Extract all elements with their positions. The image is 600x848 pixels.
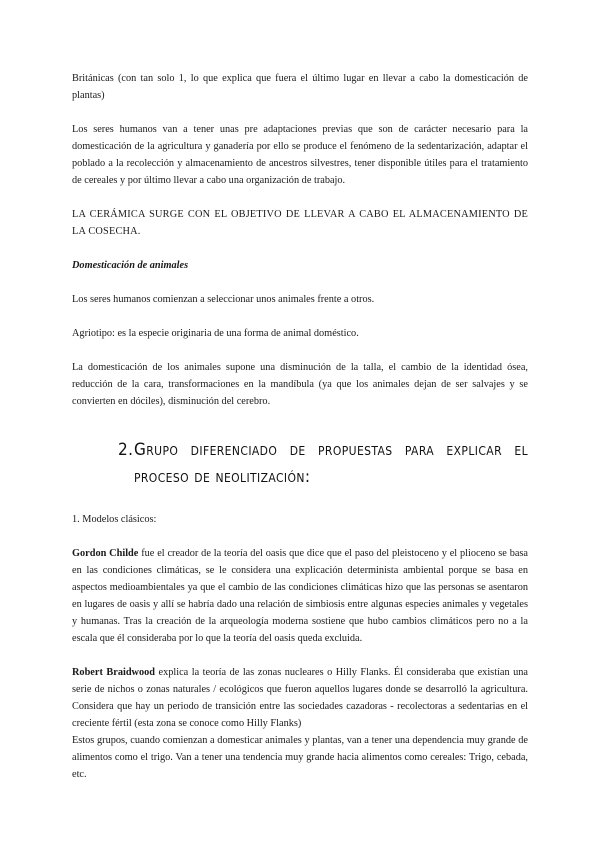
subheading-domesticacion-animales: Domesticación de animales [72, 260, 189, 271]
section-number: 2. [118, 440, 134, 460]
list-label-modelos: 1. Modelos clásicos: [72, 514, 157, 525]
braidwood-text: explica la teoría de las zonas nucleares o Hilly Flanks. Él consideraba que existían una serie de nichos o zonas naturales / ecológicos que fueron aquellos lugares donde se desarrolló la agricultura. Considera que hay un periodo de transición entre las sociedades cazadoras - recolectoras a sedentarias en el creciente fértil (esta zona se conoce como Hilly Flanks) [72, 667, 528, 729]
paragraph-braidwood-continuation: Estos grupos, cuando comienzan a domesticar animales y plantas, van a tener una dependencia muy grande de alimentos como el trigo. Van a tener una tendencia muy grande hacia alimentos como cereales: Trigo, cebada, etc. [72, 735, 528, 780]
section-heading [72, 437, 528, 491]
paragraph-domesticacion-efectos: La domesticación de los animales supone una disminución de la talla, el cambio de la identidad ósea, reducción de la cara, transformaciones en la mandíbula (ya que los animales dejan de ser salvajes y se convierten en dóciles), disminución del cerebro. [72, 362, 528, 407]
author-name-braidwood: Robert Braidwood [72, 667, 156, 678]
section-title: Grupo diferenciado de propuestas para explicar el proceso de neolitización: [134, 440, 528, 487]
paragraph-agriotipo: Agriotipo: es la especie originaria de una forma de animal doméstico. [72, 328, 359, 339]
paragraph-childe [72, 545, 528, 647]
childe-text: fue el creador de la teoría del oasis que dice que el paso del pleistoceno y el plioceno se basa en las condiciones climáticas, se le considera una explicación determinista ambiental porque se basa en aspectos medioambientales ya que el cambio de las condiciones climáticas hizo que las personas se asentaron en lugares de oasis y allí se habría dado una relación de simbiosis entre algunas especies animales y vegetales y humanas. Tras la creación de la arqueología moderna sostiene que hubo cambios climáticos pero no a la escala que él consideraba por lo que la teoría del oasis queda excluida. [72, 548, 528, 644]
paragraph-braidwood [72, 664, 528, 732]
paragraph-preadaptaciones: Los seres humanos van a tener unas pre adaptaciones previas que son de carácter necesario para la domesticación de la agricultura y ganadería por ello se produce el fenómeno de la sedentarización, adaptar el poblado a la recolección y almacenamiento de ancestros silvestres, tener disponible útiles para el tratamiento de cereales y por último llevar a cabo una organización de trabajo. [72, 124, 528, 186]
paragraph-seleccion-animales: Los seres humanos comienzan a seleccionar unos animales frente a otros. [72, 294, 375, 305]
document-page [72, 70, 528, 783]
paragraph-britanicas: Británicas (con tan solo 1, lo que explica que fuera el último lugar en llevar a cabo la domesticación de plantas) [72, 73, 528, 101]
author-name-childe: Gordon Childe [72, 548, 139, 559]
paragraph-ceramica: LA CERÁMICA SURGE CON EL OBJETIVO DE LLEVAR A CABO EL ALMACENAMIENTO DE LA COSECHA. [72, 209, 528, 237]
